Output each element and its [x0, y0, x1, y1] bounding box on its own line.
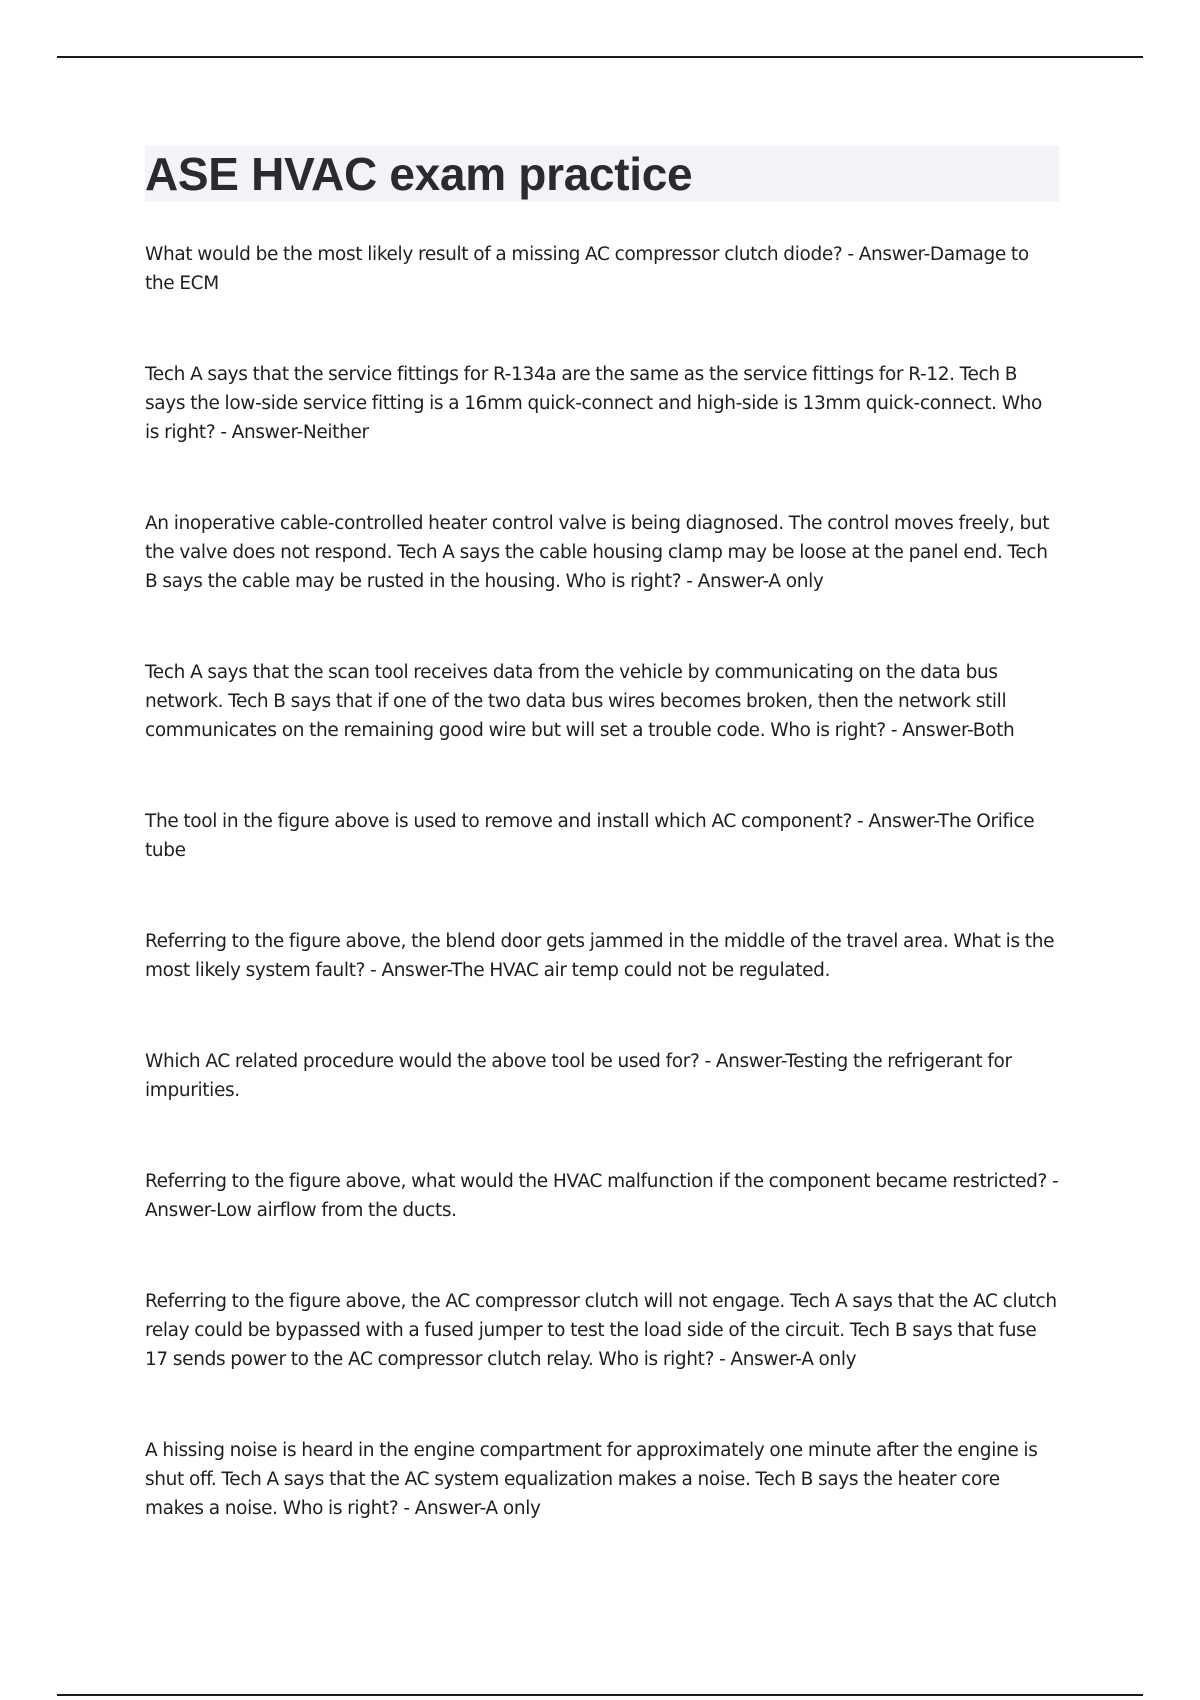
qa-item-3: An inoperative cable-controlled heater control valve is being diagnosed. The control moves freely, but the valve does not respond. Tech A says the cable housing clamp may be loose at the panel end. Tech B says the cable may be rusted in the housing. Who is right? - Answer-A only [145, 513, 1050, 592]
qa-item-10: A hissing noise is heard in the engine compartment for approximately one minute after the engine is shut off. Tech A says that the AC system equalization makes a noise. Tech B says the heater core makes a noise. Who is right? - Answer-A only [145, 1440, 1038, 1519]
qa-item-5: The tool in the figure above is used to remove and install which AC component? - Answer-The Orifice tube [145, 811, 1035, 861]
title-banner [145, 146, 1059, 202]
bottom-divider [57, 1694, 1143, 1696]
qa-item-6: Referring to the figure above, the blend door gets jammed in the middle of the travel area. What is the most likely system fault? - Answer-The HVAC air temp could not be regulated. [145, 931, 1055, 981]
qa-item-8: Referring to the figure above, what would the HVAC malfunction if the component became restricted? - Answer-Low airflow from the ducts. [145, 1171, 1059, 1221]
qa-item-2: Tech A says that the service fittings for R-134a are the same as the service fittings for R-12. Tech B says the low-side service fitting is a 16mm quick-connect and high-side is 13mm quick-connect. Who is right? - Answer-Neither [145, 364, 1042, 443]
document-body [145, 146, 1059, 1523]
qa-item-4: Tech A says that the scan tool receives data from the vehicle by communicating on the data bus network. Tech B says that if one of the two data bus wires becomes broken, then the network still communicates on the remaining good wire but will set a trouble code. Who is right? - Answer-Both [145, 662, 1015, 741]
qa-item-1: What would be the most likely result of a missing AC compressor clutch diode? - Answer-Damage to the ECM [145, 244, 1029, 294]
qa-item-9: Referring to the figure above, the AC compressor clutch will not engage. Tech A says that the AC clutch relay could be bypassed with a fused jumper to test the load side of the circuit. Tech B says that fuse 17 sends power to the AC compressor clutch relay. Who is right? - Answer-A only [145, 1291, 1057, 1370]
qa-item-7: Which AC related procedure would the above tool be used for? - Answer-Testing the refrigerant for impurities. [145, 1051, 1012, 1101]
top-divider [57, 56, 1143, 58]
page-title: ASE HVAC exam practice [145, 148, 693, 200]
qa-list [145, 240, 1059, 1523]
